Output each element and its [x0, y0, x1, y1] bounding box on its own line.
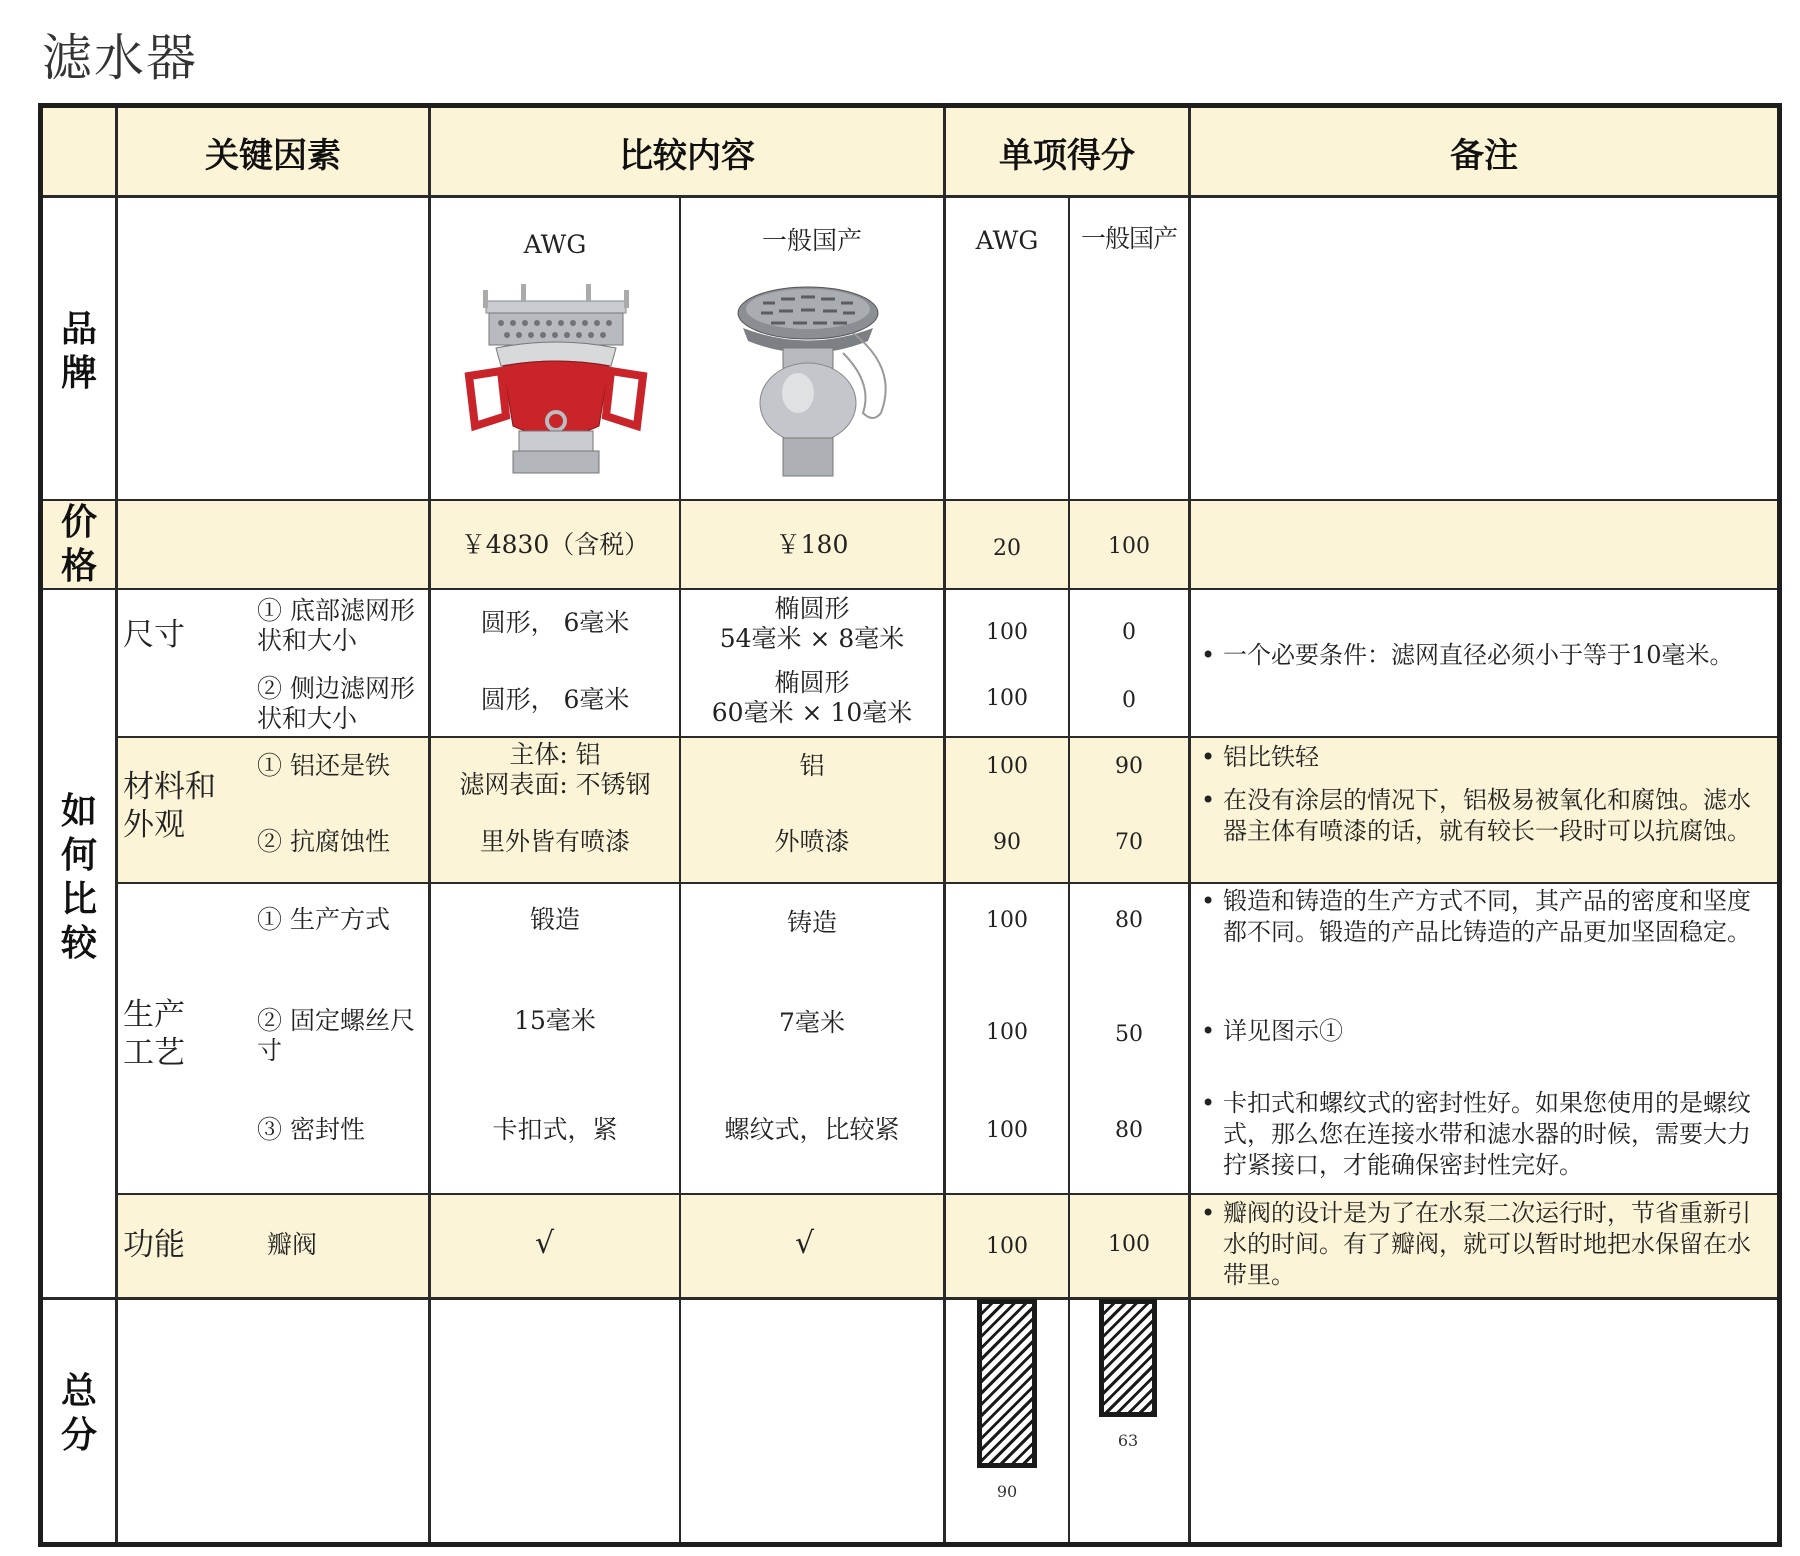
total-value-awg: 90: [996, 1482, 1018, 1502]
score-awg-proc-seal: 100: [986, 1118, 1028, 1143]
brand-domestic-label: 一般国产: [761, 226, 862, 255]
price-score-awg: 20: [993, 536, 1021, 561]
factor-proc-method: ① 生产方式: [257, 905, 390, 934]
score-domestic-proc-seal: 80: [1115, 1118, 1143, 1143]
domestic-proc-method: 铸造: [786, 908, 837, 937]
domestic-func-check: √: [795, 1226, 815, 1261]
domestic-size-side: 椭圆形 60毫米 × 10毫米: [711, 668, 913, 727]
header-remark: 备注: [1450, 135, 1518, 176]
awg-size-side: 圆形， 6毫米: [480, 685, 630, 714]
score-awg-size-side: 100: [986, 686, 1028, 711]
rule-material: [117, 882, 1777, 884]
score-domestic-size-bottom: 0: [1122, 620, 1136, 645]
rule-brand: [43, 499, 1777, 501]
section-compare-label: 如 何 比 较: [60, 791, 97, 964]
header-factor: 关键因素: [205, 135, 341, 176]
domestic-mat-iron: 铝: [799, 751, 825, 780]
rule-process: [117, 1193, 1777, 1195]
score-awg-mat-corrosion: 90: [993, 830, 1021, 855]
domestic-proc-screw: 7毫米: [779, 1008, 845, 1037]
rule-header: [43, 195, 1777, 198]
domestic-mat-corrosion: 外喷漆: [774, 827, 850, 856]
section-price-label: 价 格: [60, 502, 97, 587]
factor-size-bottom: ① 底部滤网形 状和大小: [257, 596, 415, 655]
domestic-size-bottom: 椭圆形 54毫米 × 8毫米: [719, 594, 905, 653]
category-function: 功能: [123, 1227, 185, 1263]
domestic-product-image: [713, 273, 913, 488]
score-awg-func: 100: [986, 1234, 1028, 1259]
domestic-proc-seal: 螺纹式，比较紧: [724, 1115, 900, 1144]
rule-function: [43, 1297, 1777, 1300]
note-process-3: • 卡扣式和螺纹式的密封性好。如果您使用的是螺纹式，那么您在连接水带和滤水器的时候，需要大力拧紧接口，才能确保密封性完好。: [1201, 1089, 1751, 1179]
price-awg: ￥4830（含税）: [460, 530, 650, 559]
factor-mat-corrosion: ② 抗腐蚀性: [257, 827, 390, 856]
awg-proc-seal: 卡扣式，紧: [492, 1115, 618, 1144]
score-domestic-mat-iron: 90: [1115, 754, 1143, 779]
header-compare: 比较内容: [619, 135, 755, 176]
note-process-1: • 锻造和铸造的生产方式不同，其产品的密度和坚度都不同。锻造的产品比铸造的产品更加坚固稳定。: [1201, 887, 1751, 946]
score-awg-size-bottom: 100: [986, 620, 1028, 645]
note-size: • 一个必要条件：滤网直径必须小于等于10毫米。: [1201, 641, 1734, 669]
awg-mat-iron: 主体: 铝 滤网表面: 不锈钢: [459, 740, 651, 799]
note-process-2: • 详见图示①: [1201, 1017, 1343, 1045]
col-rule-2: [428, 108, 431, 1542]
factor-mat-iron: ① 铝还是铁: [257, 751, 390, 780]
score-awg-proc-method: 100: [986, 908, 1028, 933]
score-domestic-proc-method: 80: [1115, 908, 1143, 933]
score-awg-proc-screw: 100: [986, 1020, 1028, 1045]
comparison-table: [38, 103, 1782, 1547]
factor-proc-seal: ③ 密封性: [257, 1115, 365, 1144]
col-rule-4: [943, 108, 946, 1542]
score-awg-header: AWG: [975, 226, 1039, 255]
factor-size-side: ② 侧边滤网形 状和大小: [257, 674, 415, 733]
total-value-domestic: 63: [1117, 1431, 1139, 1451]
category-material: 材料和 外观: [123, 769, 216, 843]
total-bar-domestic: [1099, 1299, 1157, 1417]
factor-proc-screw: ② 固定螺丝尺 寸: [257, 1006, 415, 1065]
score-domestic-size-side: 0: [1122, 688, 1136, 713]
score-domestic-func: 100: [1108, 1232, 1150, 1257]
note-function: • 瓣阀的设计是为了在水泵二次运行时，节省重新引水的时间。有了瓣阀，就可以暂时地把水保留在水带里。: [1201, 1199, 1751, 1289]
awg-mat-corrosion: 里外皆有喷漆: [479, 827, 630, 856]
score-domestic-header: 一般国产: [1080, 224, 1177, 253]
section-brand-label: 品 牌: [60, 309, 97, 394]
brand-awg-label: AWG: [523, 230, 587, 259]
awg-proc-method: 锻造: [529, 905, 580, 934]
rule-size: [117, 736, 1777, 738]
note-material-2: • 在没有涂层的情况下，铝极易被氧化和腐蚀。滤水器主体有喷漆的话，就有较长一段时可以抗腐蚀。: [1201, 786, 1751, 845]
page-title: 滤水器: [42, 29, 198, 87]
rule-price: [43, 588, 1777, 590]
category-process: 生产 工艺: [123, 997, 185, 1071]
col-rule-6: [1188, 108, 1191, 1542]
total-bar-awg: [977, 1299, 1037, 1468]
col-rule-5: [1068, 196, 1070, 1542]
score-domestic-mat-corrosion: 70: [1115, 830, 1143, 855]
category-size: 尺寸: [123, 617, 185, 653]
awg-product-image: [461, 276, 651, 486]
col-rule-3: [679, 196, 681, 1542]
price-domestic: ￥180: [775, 530, 849, 559]
awg-proc-screw: 15毫米: [514, 1006, 596, 1035]
header-score: 单项得分: [999, 135, 1135, 176]
section-total-label: 总 分: [60, 1371, 97, 1456]
score-domestic-proc-screw: 50: [1115, 1022, 1143, 1047]
awg-func-check: √: [535, 1226, 555, 1261]
factor-func-valve: 瓣阀: [267, 1230, 318, 1259]
note-material-1: • 铝比铁轻: [1201, 743, 1319, 771]
price-score-domestic: 100: [1108, 534, 1150, 559]
awg-size-bottom: 圆形， 6毫米: [480, 608, 630, 637]
score-awg-mat-iron: 100: [986, 754, 1028, 779]
col-rule-1: [115, 108, 118, 1542]
